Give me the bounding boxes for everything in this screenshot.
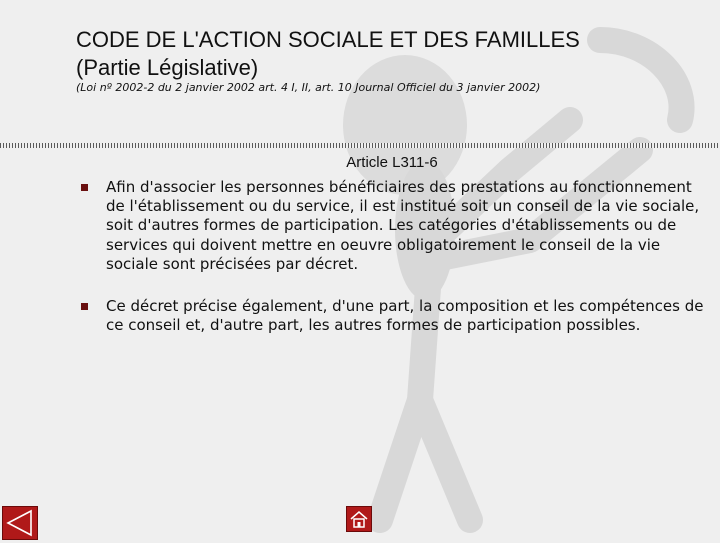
home-button[interactable] — [346, 506, 372, 532]
article-title: Article L311-6 — [346, 154, 438, 171]
bullet-paragraph-1: Afin d'associer les personnes bénéficiaires des prestations au fonctionnement de l'établissement ou du service, il est institué soit un conseil de la vie sociale, soit d'autres formes de participation. Les catégories d'établissements ou de services qui doivent mettre en oeuvre obligatoirement le conseil de la vie sociale sont précisées par décret. — [106, 178, 700, 273]
triangle-back-icon — [3, 507, 37, 539]
home-icon — [347, 507, 371, 531]
slide-title — [76, 26, 696, 82]
square-bullet-icon — [81, 184, 88, 191]
slide-subtitle: (Loi nº 2002-2 du 2 janvier 2002 art. 4 I, II, art. 10 Journal Officiel du 3 janvier 2002) — [76, 81, 541, 94]
title-line-1: CODE DE L'ACTION SOCIALE ET DES FAMILLES — [76, 27, 580, 52]
title-line-2: (Partie Législative) — [76, 55, 259, 80]
square-bullet-icon — [81, 303, 88, 310]
back-button[interactable] — [2, 506, 38, 540]
bullet-paragraph-2: Ce décret précise également, d'une part, la composition et les compétences de ce conseil et, d'autre part, les autres formes de participation possibles. — [106, 297, 704, 335]
divider — [0, 143, 720, 148]
